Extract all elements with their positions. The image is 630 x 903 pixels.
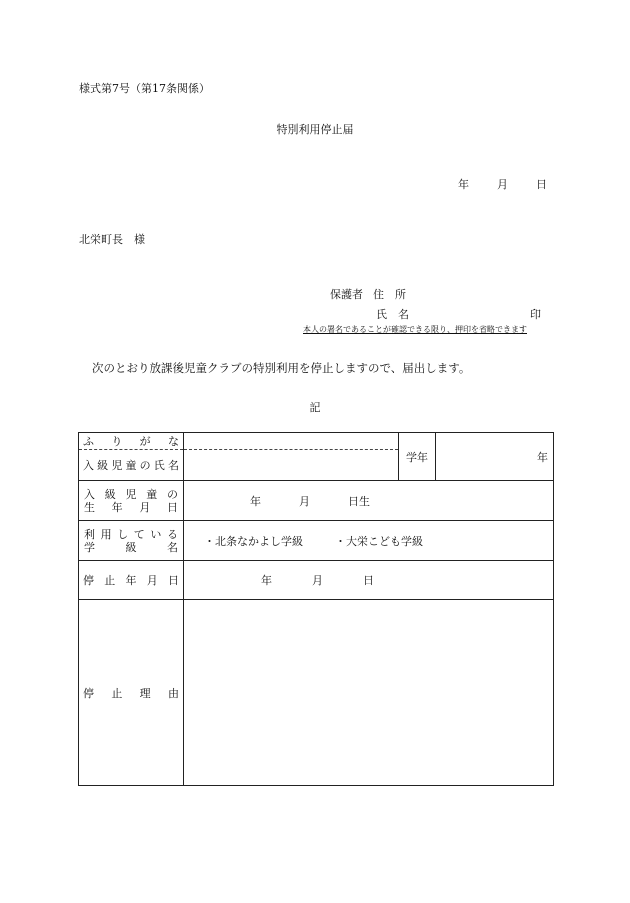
class-options (184, 521, 554, 561)
label-char: 名 (167, 540, 178, 554)
furigana-char: な (167, 435, 179, 448)
label-char: 由 (167, 686, 179, 700)
document-title: 特別利用停止届 (276, 123, 354, 136)
dob-input[interactable] (184, 481, 554, 521)
class-row (79, 521, 554, 561)
label-char: て (133, 527, 145, 541)
label-char: 童 (146, 487, 158, 501)
label-char: 停 (83, 686, 94, 700)
label-char: 名 (167, 459, 179, 472)
submission-date (458, 176, 547, 192)
label-char: い (150, 527, 162, 541)
label-char: 級 (104, 487, 116, 501)
child-name-label (79, 450, 184, 481)
label-char: 入 (84, 487, 95, 501)
stop-date-label (79, 561, 184, 600)
child-name-input[interactable] (184, 450, 399, 481)
guardian-name-label: 氏 名 (376, 308, 409, 321)
label-char: の (139, 459, 151, 472)
label-char: し (117, 527, 129, 541)
label-char: 生 (84, 500, 95, 514)
stop-year: 年 (261, 574, 272, 587)
stop-month: 月 (312, 574, 323, 587)
label-char: 月 (139, 500, 151, 514)
signature-note: 本人の署名であることが確認できる限り、押印を省略できます (303, 325, 527, 334)
class-option-daiei[interactable]: ・大栄こども学級 (335, 534, 423, 548)
label-char: 止 (111, 686, 123, 700)
label-char: 日 (166, 500, 178, 514)
grade-input[interactable] (436, 433, 554, 481)
furigana-char: ふ (83, 435, 94, 448)
stop-day: 日 (363, 574, 374, 587)
grade-label: 学年 (399, 433, 436, 481)
label-char: 年 (125, 574, 137, 587)
label-char: 氏 (153, 459, 165, 472)
label-char: 利 (84, 527, 95, 541)
dob-row (79, 481, 554, 521)
ki-heading: 記 (309, 401, 321, 414)
date-day: 日 (536, 178, 547, 191)
address-label: 住 所 (373, 288, 406, 301)
furigana-input[interactable] (184, 433, 399, 450)
date-month: 月 (497, 178, 508, 191)
label-char: の (167, 487, 178, 501)
stop-date-row (79, 561, 554, 600)
label-char: 日 (168, 574, 179, 587)
label-char: 用 (100, 527, 112, 541)
label-char: 童 (125, 459, 137, 472)
label-char: 級 (97, 459, 109, 472)
furigana-char: り (111, 435, 123, 448)
stop-date-input[interactable] (184, 561, 554, 600)
class-label (79, 521, 184, 561)
reason-input[interactable] (184, 600, 554, 786)
body-text: 次のとおり放課後児童クラブの特別利用を停止しますので、届出します。 (92, 361, 471, 375)
label-char: 児 (111, 459, 123, 472)
date-year: 年 (458, 178, 469, 191)
label-char: 児 (125, 487, 137, 501)
dob-month: 月 (299, 494, 310, 508)
dob-day: 日生 (348, 494, 370, 508)
form-number: 様式第7号（第17条関係） (79, 82, 210, 95)
label-char: 学 (84, 540, 95, 554)
dob-label (79, 481, 184, 521)
label-char: 入 (83, 459, 94, 472)
guardian-address-row (330, 286, 406, 302)
class-option-hojo[interactable]: ・北条なかよし学級 (204, 534, 303, 548)
furigana-char: が (139, 435, 151, 448)
grade-unit: 年 (537, 450, 548, 464)
label-char: 年 (111, 500, 123, 514)
label-char: 月 (146, 574, 158, 587)
label-char: る (166, 527, 178, 541)
form-table (78, 432, 554, 786)
addressee: 北栄町長 様 (79, 233, 145, 246)
dob-year: 年 (250, 494, 261, 508)
guardian-label: 保護者 (330, 288, 363, 301)
reason-label (79, 600, 184, 786)
label-char: 止 (104, 574, 116, 587)
label-char: 理 (139, 686, 151, 700)
label-char: 級 (125, 540, 137, 554)
furigana-row (79, 433, 554, 450)
reason-row (79, 600, 554, 786)
seal-mark: 印 (530, 308, 541, 321)
furigana-label (79, 433, 184, 450)
label-char: 停 (83, 574, 94, 587)
